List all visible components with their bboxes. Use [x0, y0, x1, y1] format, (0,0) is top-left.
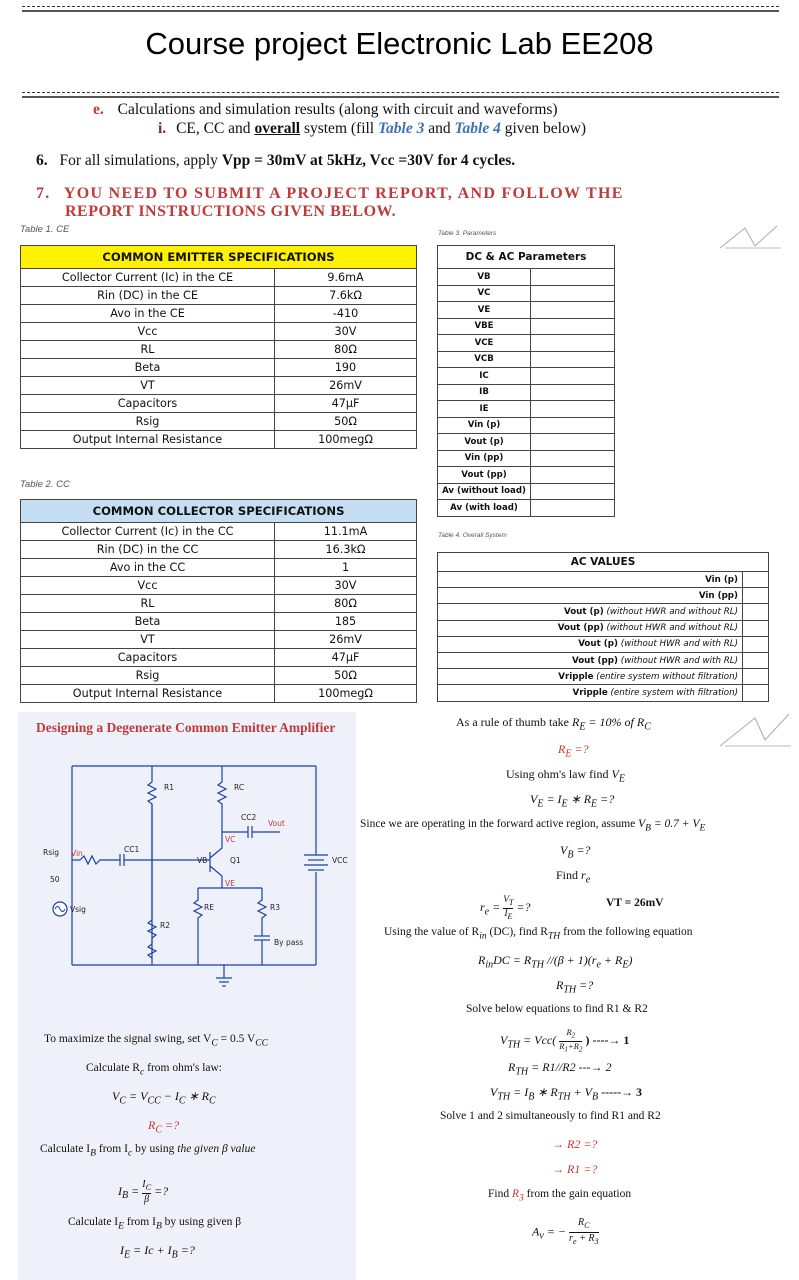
- eq-right-2: $R_E$ =?: [558, 742, 589, 760]
- eq-left-4a: R: [148, 1118, 156, 1132]
- eq-left-1b: = 0.5 V: [220, 1033, 256, 1045]
- eq-left-5a: Calculate I: [40, 1143, 91, 1155]
- spec-label: Capacitors: [21, 649, 275, 667]
- ac-value-cell: [743, 572, 769, 588]
- table-row: [438, 572, 769, 588]
- eq-right-4: $V_E = I_E$ ∗ $R_E$ =?: [530, 792, 615, 810]
- eq-right-1: As a rule of thumb take $R_E = 10\%$ of $R_C$: [456, 715, 651, 733]
- eq-right-9: Using the value of $R_{in}$ (DC), find $R_{TH}$ from the following equation: [384, 926, 693, 942]
- eq-right-1a: As a rule of thumb take: [456, 715, 569, 729]
- eq-right-16: Solve 1 and 2 simultaneously to find R1 and R2: [440, 1110, 661, 1122]
- top-rule: [22, 6, 779, 7]
- item-7-line1: YOU NEED TO SUBMIT A PROJECT REPORT, AND FOLLOW THE: [63, 185, 624, 202]
- ac-label: [438, 572, 743, 588]
- param-value-cell: [531, 368, 615, 385]
- eq-right-10b: //(β + 1)(r: [547, 953, 597, 967]
- item-7-number: 7.: [36, 185, 51, 202]
- spec-label: Output Internal Resistance: [21, 431, 275, 449]
- param-value-cell: [531, 384, 615, 401]
- label-r3: R3: [270, 903, 280, 912]
- param-value-cell: [531, 302, 615, 319]
- table-row: [21, 377, 417, 395]
- spec-value: 80Ω: [275, 595, 417, 613]
- spec-label: Collector Current (Ic) in the CE: [21, 269, 275, 287]
- item-i: [158, 120, 586, 138]
- ac-value-cell: [743, 588, 769, 604]
- eq-right-10c: + R: [603, 953, 623, 967]
- spec-label: Avo in the CE: [21, 305, 275, 323]
- eq-left-5b: from I: [98, 1143, 128, 1155]
- table-row: [21, 323, 417, 341]
- table-row: [21, 577, 417, 595]
- param-value-cell: [531, 467, 615, 484]
- eq-left-6c: =?: [154, 1183, 169, 1198]
- eq-right-1b: = 10% of: [588, 715, 634, 729]
- ac-value-cell: [743, 604, 769, 620]
- eq-right-13: $V_{TH} = Vcc$( $\frac{R_2}{R_1+R_2}$ ) ----→ 1: [500, 1027, 630, 1054]
- eq-right-12: Solve below equations to find R1 & R2: [466, 1003, 648, 1015]
- label-vsig: Vsig: [70, 905, 86, 914]
- spec-label: Output Internal Resistance: [21, 685, 275, 703]
- top-rule-2: [22, 10, 779, 12]
- spec-value: 190: [275, 359, 417, 377]
- eq-right-9c: from the following equation: [563, 926, 693, 938]
- table-row: [21, 341, 417, 359]
- eq-right-14a: = R1//R2 ---→ 2: [531, 1060, 612, 1074]
- eq-right-3a: Using ohm's law find: [506, 767, 609, 781]
- param-label: Vin (pp): [438, 450, 531, 467]
- spec-value: 9.6mA: [275, 269, 417, 287]
- eq-left-5: Calculate $I_B$ from $I_c$ by using the given β value: [40, 1143, 256, 1159]
- spec-label: RL: [21, 595, 275, 613]
- table-row: [438, 269, 615, 286]
- eq-left-2b: from ohm's law:: [147, 1062, 223, 1074]
- table-row: [438, 652, 769, 668]
- table-row: [21, 631, 417, 649]
- table-row: [438, 669, 769, 685]
- param-label: VBE: [438, 318, 531, 335]
- eq-right-15c: + V: [573, 1085, 592, 1099]
- param-label: Vin (p): [438, 417, 531, 434]
- param-value-cell: [531, 434, 615, 451]
- eq-right-20: $A_v$ = − $\frac{R_C}{r_e + R_3}$: [532, 1217, 599, 1246]
- table-row: [438, 384, 615, 401]
- eq-left-2: Calculate $R_c$ from ohm's law:: [86, 1062, 223, 1078]
- param-value-cell: [531, 285, 615, 302]
- ac-label-main: Vout (pp): [571, 655, 618, 666]
- table-row: [438, 450, 615, 467]
- ac-label-main: Vin (p): [705, 574, 738, 585]
- item-i-overall: overall: [254, 120, 301, 137]
- eq-left-6b: =: [131, 1183, 140, 1198]
- table-row: [21, 649, 417, 667]
- table-row: [21, 395, 417, 413]
- label-ve: VE: [225, 879, 235, 888]
- table-row: [21, 431, 417, 449]
- spec-label: Rsig: [21, 667, 275, 685]
- ac-label-main: Vin (pp): [698, 590, 738, 601]
- eq-left-8: $I_E = Ic + I_B$ =?: [120, 1243, 195, 1261]
- param-label: IB: [438, 384, 531, 401]
- eq-left-8c: =?: [180, 1243, 195, 1257]
- eq-left-6: $I_B$ = $\frac{I_C}{\beta}$ =?: [118, 1179, 169, 1205]
- table-row: [438, 604, 769, 620]
- table-row: [21, 667, 417, 685]
- ac-label: [438, 588, 743, 604]
- ac-value-cell: [743, 685, 769, 701]
- eq-right-14: $R_{TH} = R1//R2$ ---→ 2: [508, 1060, 612, 1078]
- eq-right-15a: = I: [513, 1085, 529, 1099]
- ac-label: [438, 669, 743, 685]
- ac-value-cell: [743, 620, 769, 636]
- eq-right-19b: from the gain equation: [526, 1188, 632, 1200]
- spec-label: Beta: [21, 613, 275, 631]
- eq-right-20-frac: $\frac{R_C}{r_e + R_3}$: [569, 1217, 599, 1246]
- eq-right-10a: DC = R: [493, 953, 532, 967]
- eq-right-10: $R_{in}DC = R_{TH}$ $//(\beta + 1)(r_e + R_E)$: [478, 953, 633, 971]
- param-label: VE: [438, 302, 531, 319]
- eq-right-15d: -----→ 3: [601, 1085, 643, 1099]
- item-7-line2: REPORT INSTRUCTIONS GIVEN BELOW.: [65, 203, 397, 220]
- table-row: [438, 620, 769, 636]
- label-rsig: Rsig: [43, 848, 59, 857]
- param-label: Vout (p): [438, 434, 531, 451]
- spec-label: VT: [21, 377, 275, 395]
- item-e-text: Calculations and simulation results (along with circuit and waveforms): [117, 101, 558, 118]
- spec-label: Rsig: [21, 413, 275, 431]
- ac-label-note: (entire system with filtration): [607, 687, 738, 698]
- eq-right-13-frac: $\frac{R_2}{R_1+R_2}$: [559, 1027, 583, 1054]
- spec-value: 30V: [275, 323, 417, 341]
- eq-right-17: → R2 =?: [552, 1137, 598, 1151]
- spec-label: Capacitors: [21, 395, 275, 413]
- eq-right-8-vt: VT = 26mV: [606, 897, 664, 909]
- eq-left-7a: Calculate I: [68, 1216, 119, 1228]
- spec-value: 100megΩ: [275, 431, 417, 449]
- label-vb: VB: [197, 856, 208, 865]
- circuit-diagram: [40, 760, 370, 990]
- eq-right-2a: =?: [574, 742, 589, 756]
- table-row: [438, 318, 615, 335]
- eq-right-19: Find $R_3$ from the gain equation: [488, 1188, 632, 1204]
- eq-left-7: Calculate $I_E$ from $I_B$ by using given β: [68, 1216, 242, 1232]
- param-value-cell: [531, 500, 615, 517]
- spec-value: 47μF: [275, 395, 417, 413]
- item-6-number: 6.: [36, 152, 48, 169]
- param-label: Av (without load): [438, 483, 531, 500]
- ac-label-main: Vout (pp): [557, 623, 604, 634]
- table-row: [21, 269, 417, 287]
- table4-header: AC VALUES: [438, 553, 769, 572]
- label-q1: Q1: [230, 856, 241, 865]
- param-label: VB: [438, 269, 531, 286]
- table1-caption: Table 1. CE: [20, 224, 70, 235]
- eq-left-3b: = V: [129, 1089, 148, 1103]
- table-row: [438, 467, 615, 484]
- eq-left-1a: To maximize the signal swing, set V: [44, 1033, 212, 1045]
- ac-label-main: Vout (p): [563, 606, 604, 617]
- label-cc2: CC2: [241, 813, 257, 822]
- item-i-marker: i.: [158, 120, 167, 137]
- eq-right-11: $R_{TH}$ =?: [556, 978, 594, 996]
- label-re: RE: [204, 903, 214, 912]
- table-row: [438, 434, 615, 451]
- table3-caption: Table 3. Parameters: [438, 230, 497, 237]
- spec-label: Collector Current (Ic) in the CC: [21, 523, 275, 541]
- table4-caption: Table 4. Overall System: [438, 532, 507, 539]
- ac-label-note: (without HWR and without RL): [603, 623, 738, 634]
- ac-label-main: Vout (p): [578, 639, 618, 650]
- label-bypass: By pass: [274, 938, 304, 947]
- eq-left-7c: by using given β: [164, 1216, 242, 1228]
- spec-value: 26mV: [275, 377, 417, 395]
- param-label: Av (with load): [438, 500, 531, 517]
- eq-left-8a: I: [120, 1243, 124, 1257]
- eq-right-8a: =?: [516, 900, 531, 915]
- spec-value: -410: [275, 305, 417, 323]
- param-value-cell: [531, 269, 615, 286]
- param-value-cell: [531, 450, 615, 467]
- spec-label: Beta: [21, 359, 275, 377]
- spec-value: 100megΩ: [275, 685, 417, 703]
- label-rsig-value: 50: [50, 875, 60, 884]
- spec-value: 50Ω: [275, 667, 417, 685]
- eq-right-6: $V_B$ =?: [560, 843, 591, 861]
- item-6: [36, 152, 515, 170]
- eq-right-9b: (DC), find R: [489, 926, 548, 938]
- eq-right-8: $r_e$ = $\frac{V_T}{I_E}$ =?: [480, 895, 531, 921]
- table2-header: COMMON COLLECTOR SPECIFICATIONS: [21, 500, 417, 523]
- table-row: [21, 595, 417, 613]
- eq-left-1: To maximize the signal swing, set $V_C = 0.5$ $V_{CC}$: [44, 1033, 269, 1049]
- spec-value: 50Ω: [275, 413, 417, 431]
- spec-label: Vcc: [21, 323, 275, 341]
- spec-value: 7.6kΩ: [275, 287, 417, 305]
- label-r2: R2: [160, 921, 170, 930]
- table-row: [21, 359, 417, 377]
- table-row: [21, 523, 417, 541]
- ac-label-main: Vripple: [572, 687, 608, 698]
- item-i-table4: Table 4: [454, 120, 501, 137]
- param-label: VCB: [438, 351, 531, 368]
- ac-label: [438, 652, 743, 668]
- table-row: [438, 500, 615, 517]
- item-6-bold: Vpp = 30mV at 5kHz, Vcc =30V for 4 cycles.: [221, 152, 516, 169]
- param-label: IE: [438, 401, 531, 418]
- eq-right-13b: ) ----→ 1: [585, 1032, 630, 1047]
- eq-right-15: $V_{TH} = I_B$ ∗ $R_{TH} + V_B$ -----→ 3: [490, 1085, 643, 1103]
- spec-label: Rin (DC) in the CE: [21, 287, 275, 305]
- ac-label: [438, 620, 743, 636]
- eq-left-8b: = Ic + I: [133, 1243, 172, 1257]
- table-row: [21, 685, 417, 703]
- eq-right-15b: ∗ R: [537, 1085, 558, 1099]
- eq-right-4b: ∗ R: [570, 792, 592, 806]
- param-label: Vout (pp): [438, 467, 531, 484]
- table-row: [438, 285, 615, 302]
- eq-right-4a: = I: [546, 792, 562, 806]
- table-row: [21, 287, 417, 305]
- table4-body: [438, 572, 769, 702]
- ac-label-note: (without HWR and with RL): [617, 639, 738, 650]
- item-i-post: given below): [504, 120, 587, 137]
- param-value-cell: [531, 417, 615, 434]
- eq-left-3d: ∗ R: [188, 1089, 209, 1103]
- table-row: [438, 417, 615, 434]
- table2-caption: Table 2. CC: [20, 479, 70, 490]
- eq-right-4c: =?: [600, 792, 615, 806]
- spec-label: RL: [21, 341, 275, 359]
- eq-left-7b: from I: [126, 1216, 156, 1228]
- page-title: Course project Electronic Lab EE208: [145, 26, 654, 61]
- spec-label: VT: [21, 631, 275, 649]
- eq-right-7a: Find: [556, 868, 579, 882]
- spec-value: 47μF: [275, 649, 417, 667]
- table-row: [438, 401, 615, 418]
- eq-right-11a: =?: [579, 978, 594, 992]
- ac-label-note: (entire system without filtration): [593, 671, 738, 682]
- ac-label-main: Vripple: [558, 671, 594, 682]
- table-row: [438, 483, 615, 500]
- eq-right-13a: = Vcc(: [523, 1032, 557, 1047]
- ac-label: [438, 685, 743, 701]
- spec-value: 30V: [275, 577, 417, 595]
- eq-left-3a: V: [112, 1089, 120, 1103]
- label-vc: VC: [225, 835, 236, 844]
- table2: [20, 499, 417, 703]
- eq-right-9a: Using the value of R: [384, 926, 480, 938]
- eq-left-4: $R_C$ =?: [148, 1118, 180, 1136]
- eq-right-20a: A: [532, 1224, 540, 1239]
- table-row: [21, 305, 417, 323]
- header-rule: [22, 92, 779, 93]
- eq-left-5d: the given β value: [177, 1143, 256, 1155]
- param-value-cell: [531, 401, 615, 418]
- table3-header: DC & AC Parameters: [438, 246, 615, 269]
- item-e-marker: e.: [93, 101, 104, 118]
- ac-value-cell: [743, 669, 769, 685]
- label-r1: R1: [164, 783, 174, 792]
- table-row: [438, 588, 769, 604]
- item-7: [36, 185, 624, 203]
- table-row: [438, 335, 615, 352]
- table3-body: [438, 269, 615, 517]
- eq-right-18: → R1 =?: [552, 1162, 598, 1176]
- eq-right-3: Using ohm's law find $V_E$: [506, 767, 625, 785]
- eq-left-5c: by using: [135, 1143, 175, 1155]
- spec-label: Avo in the CC: [21, 559, 275, 577]
- spec-value: 185: [275, 613, 417, 631]
- table-row: [438, 351, 615, 368]
- eq-left-3c: − I: [163, 1089, 179, 1103]
- spec-value: 1: [275, 559, 417, 577]
- table3: [437, 245, 615, 517]
- spec-value: 16.3kΩ: [275, 541, 417, 559]
- spec-label: Vcc: [21, 577, 275, 595]
- eq-right-6a: =?: [576, 843, 591, 857]
- ac-label: [438, 604, 743, 620]
- label-vout: Vout: [268, 819, 285, 828]
- eq-left-6-frac: $\frac{I_C}{\beta}$: [142, 1179, 152, 1205]
- eq-right-8-frac: $\frac{V_T}{I_E}$: [503, 895, 514, 921]
- param-value-cell: [531, 318, 615, 335]
- decorative-corner-icon-2: [715, 710, 795, 750]
- header-rule-2: [22, 96, 779, 98]
- eq-right-5a: Since we are operating in the forward active region, assume: [360, 818, 636, 830]
- label-vcc: VCC: [332, 856, 348, 865]
- label-vin: Vin: [71, 849, 83, 858]
- item-i-table3: Table 3: [378, 120, 425, 137]
- item-6-pre: For all simulations, apply: [59, 152, 218, 169]
- item-i-mid: system (fill: [303, 120, 375, 137]
- table1-header: COMMON EMITTER SPECIFICATIONS: [21, 246, 417, 269]
- table-row: [21, 559, 417, 577]
- table-row: [438, 636, 769, 652]
- eq-right-19a: Find: [488, 1188, 510, 1200]
- spec-value: 80Ω: [275, 341, 417, 359]
- eq-left-4b: =?: [165, 1118, 180, 1132]
- eq-right-5: Since we are operating in the forward active region, assume $V_B = 0.7 + V_E$: [360, 818, 706, 834]
- table2-body: [21, 523, 417, 703]
- param-value-cell: [531, 335, 615, 352]
- label-rc: RC: [234, 783, 245, 792]
- eq-right-20b: = −: [546, 1224, 566, 1239]
- ac-value-cell: [743, 636, 769, 652]
- table-row: [438, 685, 769, 701]
- spec-value: 26mV: [275, 631, 417, 649]
- decorative-corner-icon: [715, 222, 785, 252]
- item-i-pre: CE, CC and: [176, 120, 251, 137]
- ac-label-note: (without HWR and with RL): [617, 655, 738, 666]
- table-row: [438, 368, 615, 385]
- eq-right-5b: = 0.7 +: [653, 818, 690, 830]
- table-row: [21, 541, 417, 559]
- param-label: IC: [438, 368, 531, 385]
- eq-left-3: $V_C = V_{CC} - I_C$ ∗ $R_C$: [112, 1089, 216, 1107]
- ac-label-note: (without HWR and without RL): [603, 606, 738, 617]
- spec-label: Rin (DC) in the CC: [21, 541, 275, 559]
- table1-body: [21, 269, 417, 449]
- param-label: VC: [438, 285, 531, 302]
- table4: [437, 552, 769, 702]
- table-row: [21, 613, 417, 631]
- item-e: [93, 101, 558, 119]
- eq-left-6a: I: [118, 1183, 122, 1198]
- eq-left-2a: Calculate R: [86, 1062, 140, 1074]
- table-row: [21, 413, 417, 431]
- param-value-cell: [531, 483, 615, 500]
- label-cc1: CC1: [124, 845, 140, 854]
- item-i-and: and: [428, 120, 451, 137]
- param-label: VCE: [438, 335, 531, 352]
- ac-value-cell: [743, 652, 769, 668]
- design-title: Designing a Degenerate Common Emitter Amplifier: [36, 720, 336, 735]
- table-row: [438, 302, 615, 319]
- param-value-cell: [531, 351, 615, 368]
- eq-right-7: Find $r_e$: [556, 868, 591, 886]
- ac-label: [438, 636, 743, 652]
- table1: [20, 245, 417, 449]
- spec-value: 11.1mA: [275, 523, 417, 541]
